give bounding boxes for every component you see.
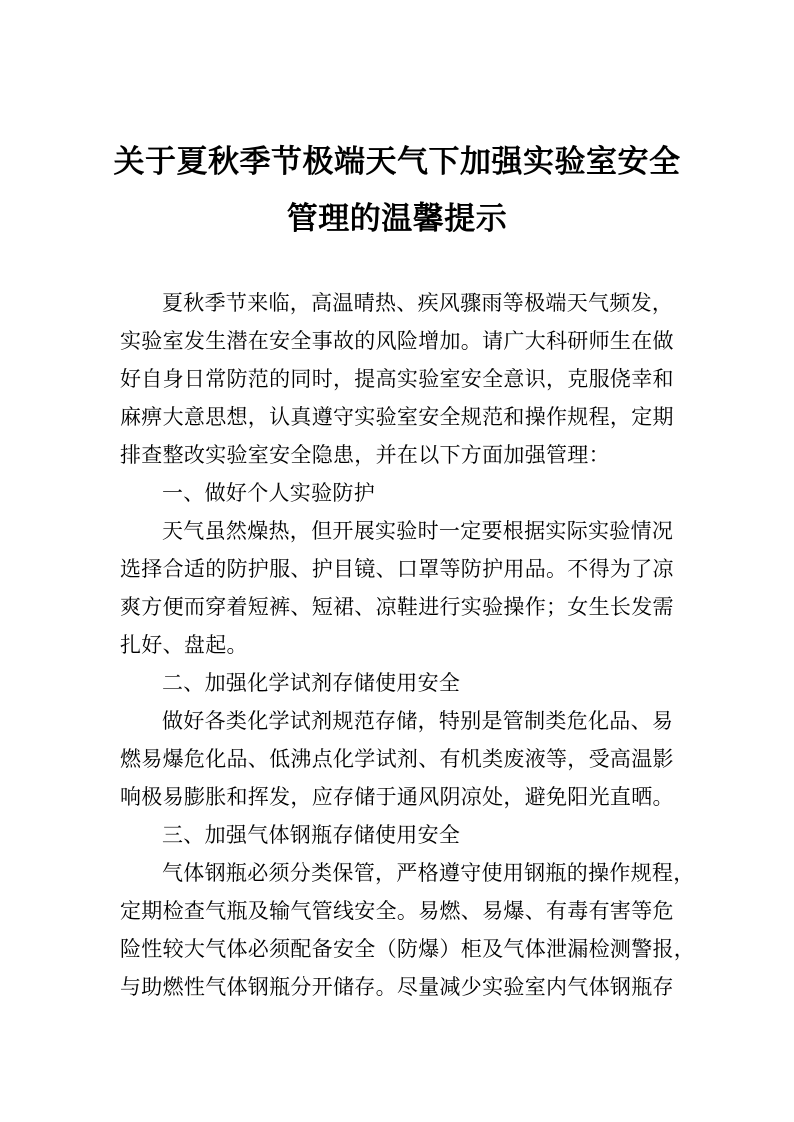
body-line: 排查整改实验室安全隐患，并在以下方面加强管理： [120, 443, 610, 467]
body-line: 选择合适的防护服、护目镜、口罩等防护用品。不得为了凉 [120, 557, 674, 581]
body-line: 天气虽然燥热，但开展实验时一定要根据实际实验情况 [162, 519, 674, 543]
body-line: 爽方便而穿着短裤、短裙、凉鞋进行实验操作；女生长发需 [120, 595, 674, 619]
body-line: 响极易膨胀和挥发，应存储于通风阴凉处，避免阳光直晒。 [120, 785, 674, 809]
body-line: 三、加强气体钢瓶存储使用安全 [162, 823, 461, 847]
body-line: 二、加强化学试剂存储使用安全 [162, 671, 461, 695]
body-line: 气体钢瓶必须分类保管，严格遵守使用钢瓶的操作规程， [162, 861, 695, 885]
body-line: 扎好、盘起。 [120, 633, 248, 657]
body-line: 做好各类化学试剂规范存储，特别是管制类危化品、易 [162, 709, 674, 733]
document-title-line-2: 管理的温馨提示 [286, 201, 508, 237]
body-line: 麻痹大意思想，认真遵守实验室安全规范和操作规程，定期 [120, 405, 674, 429]
body-line: 定期检查气瓶及输气管线安全。易燃、易爆、有毒有害等危 [120, 899, 674, 923]
document-title-line-1: 关于夏秋季节极端天气下加强实验室安全 [113, 144, 681, 180]
body-line: 实验室发生潜在安全事故的风险增加。请广大科研师生在做 [120, 329, 674, 353]
body-line: 夏秋季节来临，高温晴热、疾风骤雨等极端天气频发， [162, 291, 674, 315]
body-line: 险性较大气体必须配备安全（防爆）柜及气体泄漏检测警报， [120, 937, 696, 961]
body-line: 与助燃性气体钢瓶分开储存。尽量减少实验室内气体钢瓶存 [120, 975, 674, 999]
body-line: 好自身日常防范的同时，提高实验室安全意识，克服侥幸和 [120, 367, 674, 391]
body-line: 燃易爆危化品、低沸点化学试剂、有机类废液等，受高温影 [120, 747, 674, 771]
body-line: 一、做好个人实验防护 [162, 481, 375, 505]
